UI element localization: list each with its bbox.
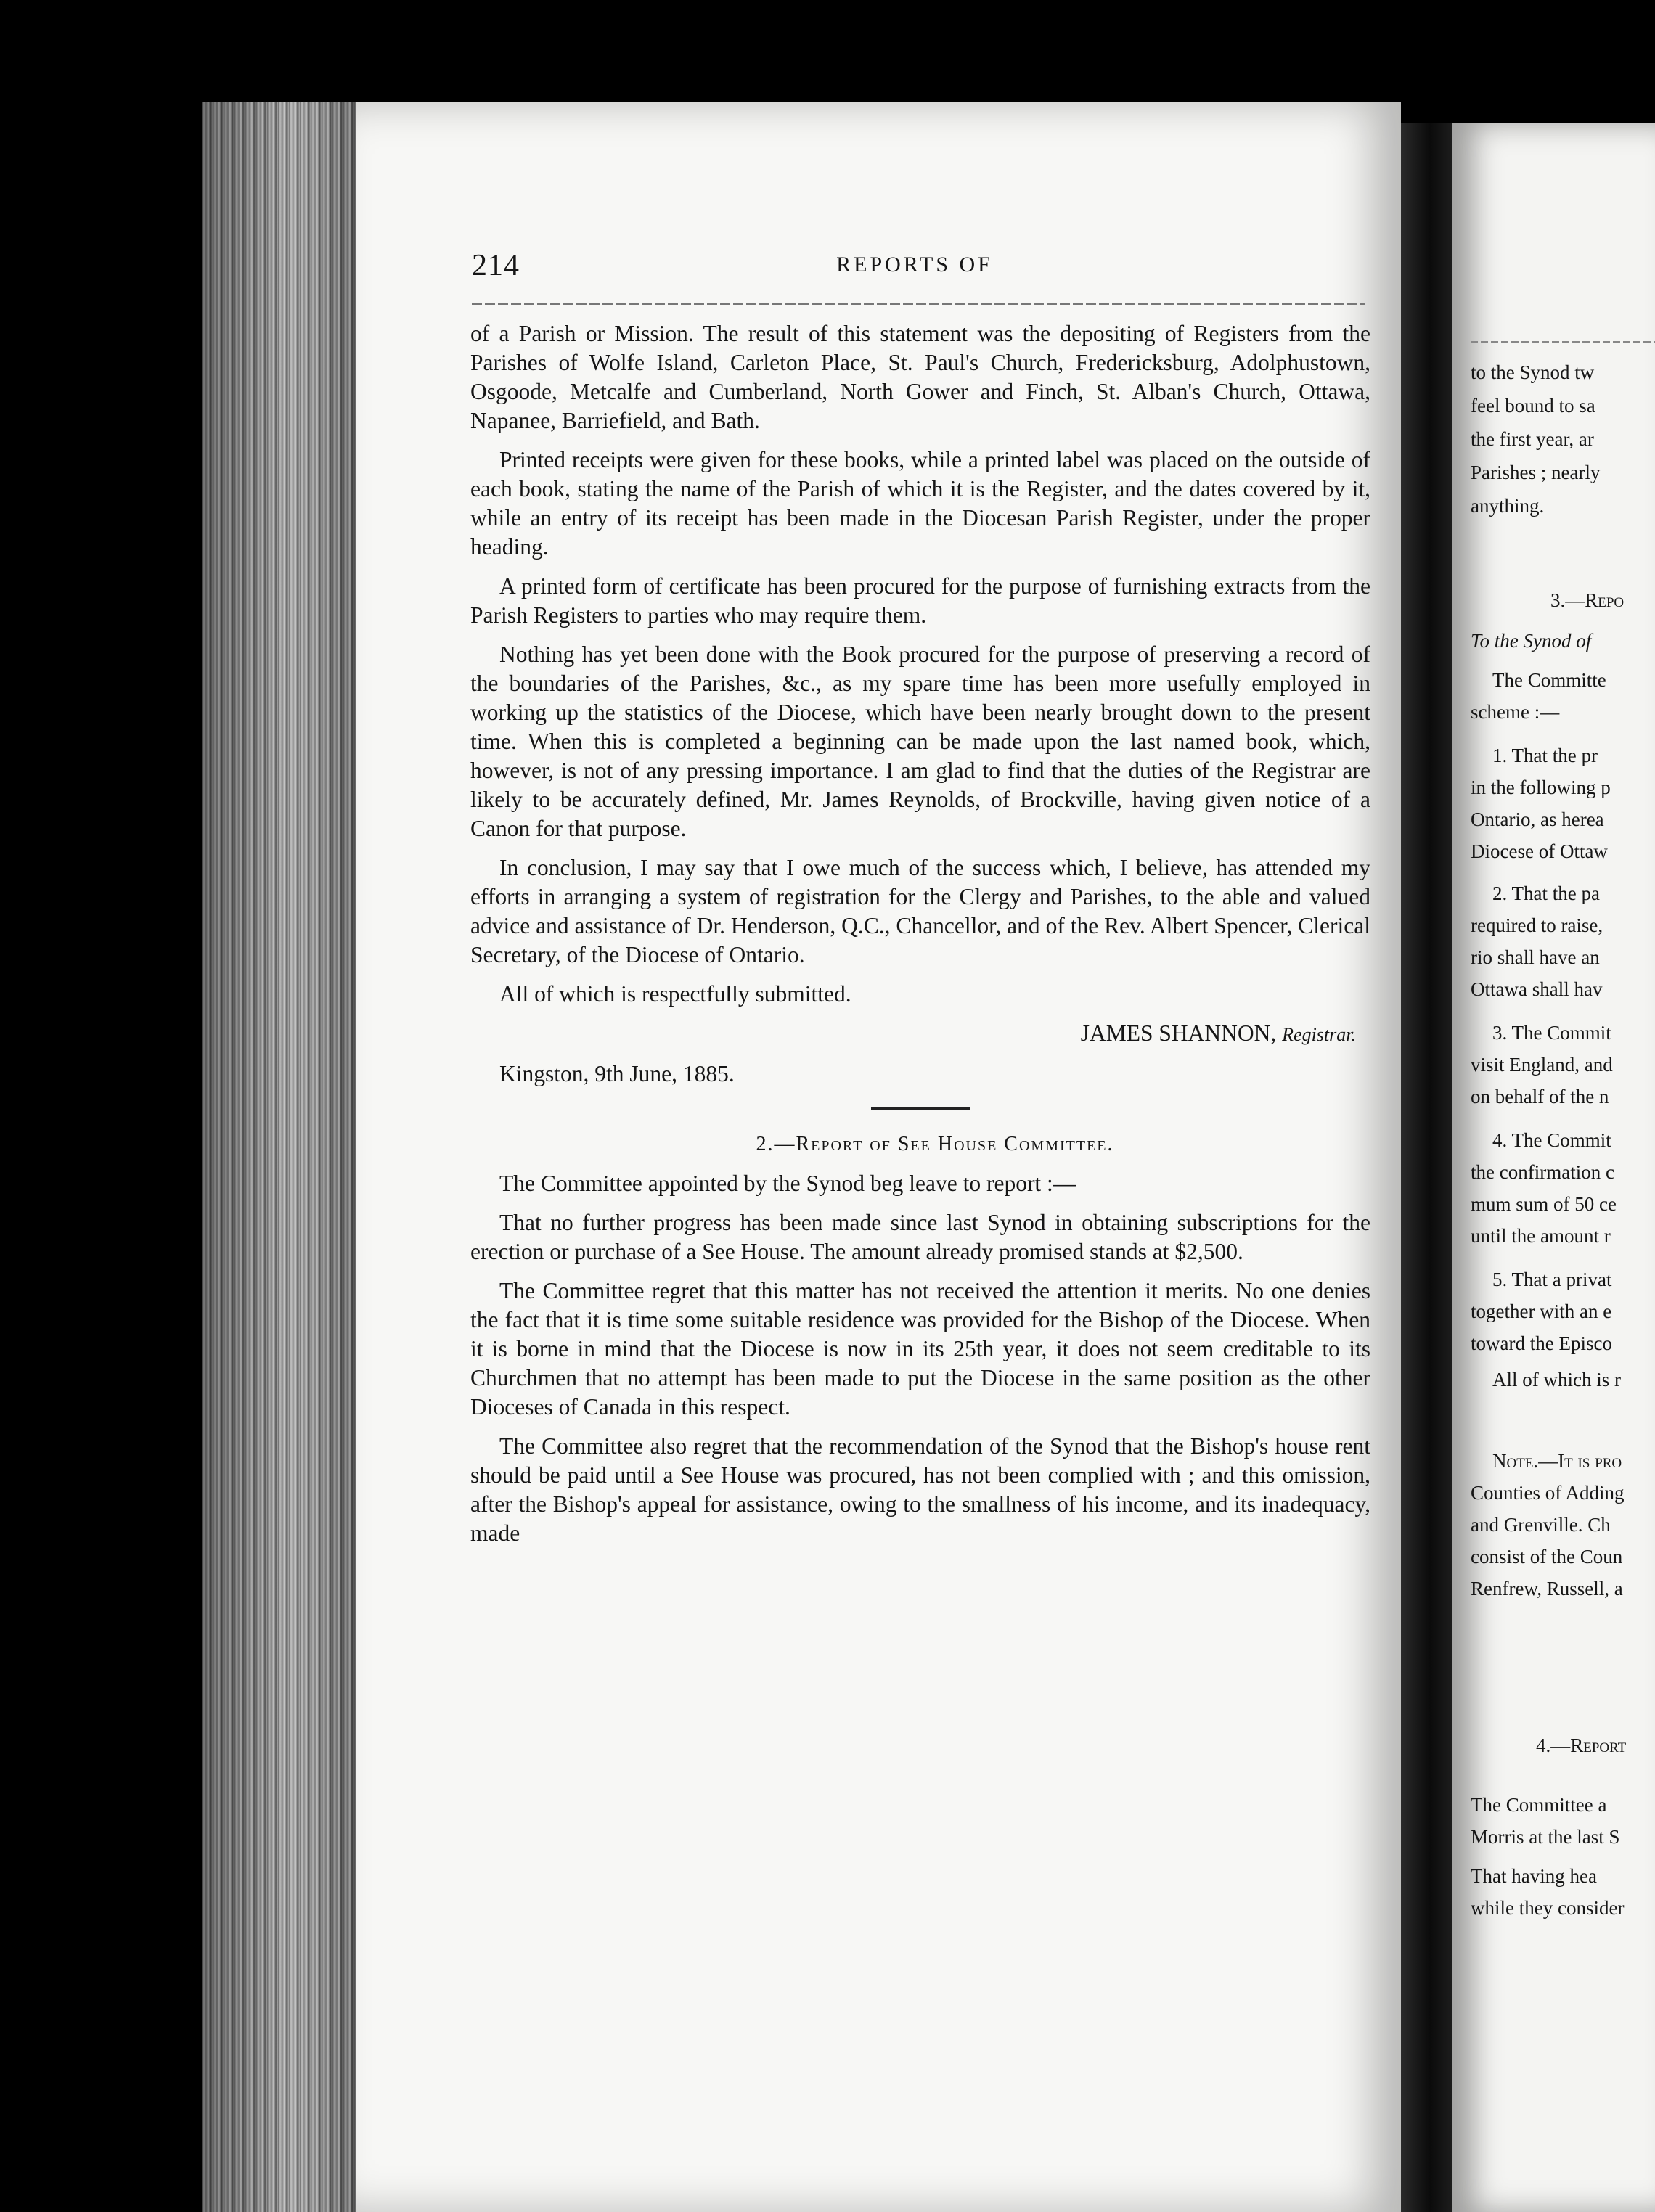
- paragraph: In conclusion, I may say that I owe much of the success which, I believe, has attended my efforts in arranging a system of registration for the Clergy and Parishes, to the able and valued advice and assistance of Dr. Henderson, Q.C., Chancellor, and of the Rev. Albert Spencer, Clerical Secretary, of the Diocese of Ontario.: [470, 855, 1370, 967]
- section-heading: 2.—Report of See House Committee.: [756, 1133, 1114, 1155]
- running-title: REPORTS OF: [836, 253, 993, 276]
- book-page-edges: [202, 102, 356, 2212]
- section-divider: [871, 1107, 970, 1110]
- right-line: together with an e: [1471, 1300, 1612, 1322]
- right-line: Ontario, as herea: [1471, 808, 1604, 830]
- paragraph: The Committee appointed by the Synod beg leave to report :—: [499, 1171, 1076, 1196]
- right-line: toward the Episco: [1471, 1332, 1612, 1354]
- paragraph: The Committee regret that this matter has not received the attention it merits. No one denies the fact that it is time some suitable residence was provided for the Bishop of the Diocese. When it is borne in mind that the Diocese is now in its 25th year, it does not seem creditable to its Churchmen that no attempt has been made to put the Diocese in the same position as the other Dioceses of Canada in this respect.: [470, 1278, 1370, 1420]
- right-line: Morris at the last S: [1471, 1826, 1620, 1848]
- right-line: That having hea: [1471, 1865, 1597, 1887]
- right-line: 3.—Repo: [1550, 589, 1625, 611]
- paragraph: All of which is respectfully submitted.: [499, 981, 851, 1007]
- running-head: [472, 248, 1357, 292]
- right-line: 4.—Report: [1536, 1734, 1627, 1756]
- paragraph: of a Parish or Mission. The result of this statement was the depositing of Registers from the Parishes of Wolfe Island, Carleton Place, St. Paul's Church, Fredericksburg, Adolphustown, Osgoode, Metcalfe and Cumberland, North Gower and Finch, St. Alban's Church, Ottawa, Napanee, Barriefield, and Bath.: [470, 321, 1370, 433]
- header-rule: [472, 303, 1365, 305]
- right-line: visit England, and: [1471, 1054, 1613, 1076]
- paragraph: A printed form of certificate has been procured for the purpose of furnishing extracts from the Parish Registers to parties who may require them.: [470, 573, 1370, 628]
- signature-title: Registrar.: [1282, 1024, 1356, 1045]
- right-line: to the Synod tw: [1471, 361, 1595, 383]
- right-line: mum sum of 50 ce: [1471, 1193, 1617, 1215]
- right-line: Ottawa shall hav: [1471, 978, 1603, 1000]
- right-line: The Committe: [1492, 669, 1606, 691]
- right-line: The Committee a: [1471, 1794, 1607, 1816]
- paragraph: The Committee also regret that the recommendation of the Synod that the Bishop's house rent should be paid until a See House was procured, has not been complied with ; and this omission, after the Bishop's appeal for assistance, owing to the smallness of his income, and its inadequacy, made: [470, 1433, 1370, 1546]
- left-page-body: [470, 319, 1370, 1558]
- right-line: and Grenville. Ch: [1471, 1514, 1611, 1536]
- right-line: 2. That the pa: [1492, 882, 1600, 904]
- right-line: the confirmation c: [1471, 1161, 1614, 1183]
- right-line: while they consider: [1471, 1897, 1625, 1919]
- signature: [470, 1019, 1370, 1049]
- right-line: until the amount r: [1471, 1225, 1611, 1247]
- right-line: 1. That the pr: [1492, 745, 1598, 766]
- right-line: Diocese of Ottaw: [1471, 840, 1608, 862]
- right-line: feel bound to sa: [1471, 395, 1595, 417]
- place-date: Kingston, 9th June, 1885.: [499, 1061, 735, 1086]
- book-gutter: [1401, 123, 1459, 2212]
- paragraph: That no further progress has been made since last Synod in obtaining subscriptions for the erection or purchase of a See House. The amount already promised stands at $2,500.: [470, 1210, 1370, 1264]
- right-line: To the Synod of: [1471, 630, 1592, 652]
- right-line: rio shall have an: [1471, 946, 1600, 968]
- signature-name: JAMES SHANNON,: [1080, 1020, 1277, 1046]
- right-line: Note.—It is pro: [1492, 1450, 1622, 1472]
- right-line: in the following p: [1471, 777, 1611, 798]
- right-line: All of which is r: [1492, 1369, 1621, 1390]
- right-line: 5. That a privat: [1492, 1269, 1612, 1290]
- right-line: required to raise,: [1471, 914, 1603, 936]
- right-line: Renfrew, Russell, a: [1471, 1578, 1623, 1599]
- right-line: 4. The Commit: [1492, 1129, 1611, 1151]
- right-line: Counties of Adding: [1471, 1482, 1625, 1504]
- right-line: 3. The Commit: [1492, 1022, 1611, 1044]
- right-line: consist of the Coun: [1471, 1546, 1623, 1568]
- page-number: 214: [472, 249, 520, 282]
- paragraph: Printed receipts were given for these books, while a printed label was placed on the outside of each book, stating the name of the Parish of which it is the Register, and the dates covered by it, while an entry of its receipt has been made in the Diocesan Parish Register, under the proper heading.: [470, 447, 1370, 560]
- right-line: scheme :—: [1471, 701, 1560, 723]
- paragraph: Nothing has yet been done with the Book procured for the purpose of preserving a record of the boundaries of the Parishes, &c., as my spare time has been more usefully employed in working up the statistics of the Diocese, which have been nearly brought down to the present time. When this is completed a beginning can be made upon the last named book, which, however, is not of any pressing importance. I am glad to find that the duties of the Registrar are likely to be accurately defined, Mr. James Reynolds, of Brockville, having given notice of a Canon for that purpose.: [470, 642, 1370, 841]
- right-line: Parishes ; nearly: [1471, 462, 1601, 483]
- right-line: on behalf of the n: [1471, 1086, 1609, 1107]
- right-line: the first year, ar: [1471, 428, 1594, 450]
- right-page-text: [1471, 0, 1655, 2212]
- right-line: anything.: [1471, 495, 1545, 517]
